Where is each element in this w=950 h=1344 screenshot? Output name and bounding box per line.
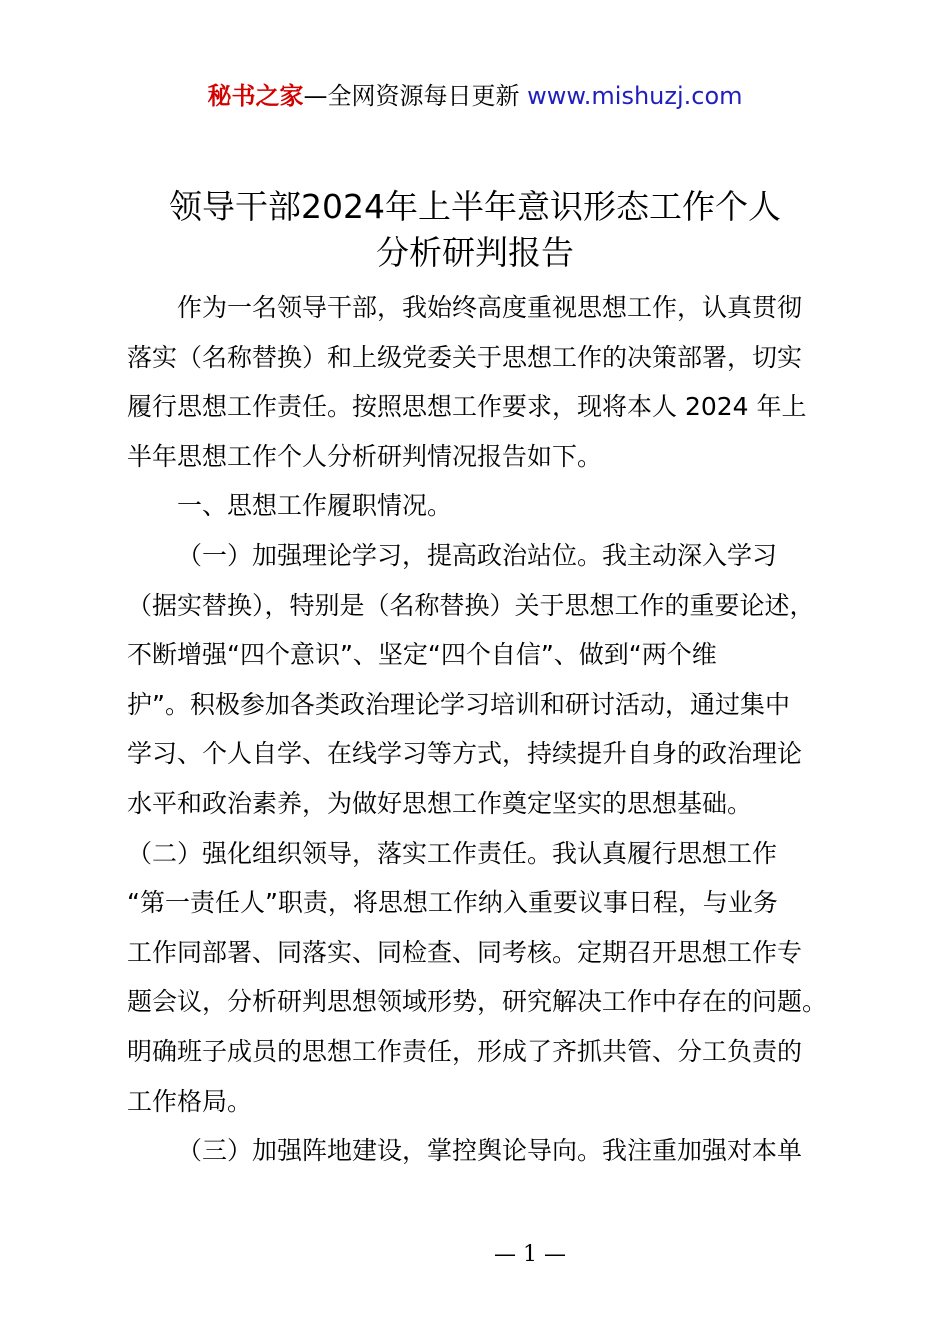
site-header xyxy=(0,80,950,112)
subsection-2-line: “第一责任人”职责，将思想工作纳入重要议事日程，与业务 xyxy=(127,888,778,918)
paragraph-intro-line: 履行思想工作责任。按照思想工作要求，现将本人 2024 年上 xyxy=(127,392,807,422)
subsection-2-line: 明确班子成员的思想工作责任，形成了齐抓共管、分工负责的 xyxy=(127,1036,803,1066)
title-line-2: 分析研判报告 xyxy=(376,233,574,272)
subsection-3-line: （三）加强阵地建设，掌控舆论导向。我注重加强对本单 xyxy=(177,1136,803,1166)
document-title xyxy=(0,184,950,276)
paragraph-intro-line: 落实（名称替换）和上级党委关于思想工作的决策部署，切实 xyxy=(127,342,803,372)
header-slogan: —全网资源每日更新 xyxy=(303,82,520,110)
subsection-1-line: （一）加强理论学习，提高政治站位。我主动深入学习 xyxy=(177,540,778,570)
subsection-2-line: 题会议，分析研判思想领域形势，研究解决工作中存在的问题。 xyxy=(127,987,828,1017)
paragraph-intro-line: 半年思想工作个人分析研判情况报告如下。 xyxy=(127,441,603,471)
subsection-1-line: 护”。积极参加各类政治理论学习培训和研讨活动，通过集中 xyxy=(127,689,790,719)
subsection-1-line: （据实替换），特别是（名称替换）关于思想工作的重要论述， xyxy=(127,590,815,620)
subsection-2-line: 工作格局。 xyxy=(127,1086,253,1116)
site-url-link[interactable]: www.mishuzj.com xyxy=(527,82,743,110)
subsection-1-line: 水平和政治素养，为做好思想工作奠定坚实的思想基础。 xyxy=(127,788,753,818)
subsection-2-line: 工作同部署、同落实、同检查、同考核。定期召开思想工作专 xyxy=(127,937,803,967)
paragraph-intro-line: 作为一名领导干部，我始终高度重视思想工作，认真贯彻 xyxy=(177,293,803,322)
page-number: — 1 — xyxy=(494,1242,566,1267)
section-heading-1: 一、思想工作履职情况。 xyxy=(177,491,453,521)
brand-name: 秘书之家 xyxy=(207,82,304,110)
subsection-1-line: 学习、个人自学、在线学习等方式，持续提升自身的政治理论 xyxy=(127,739,803,769)
subsection-1-line: 不断增强“四个意识”、坚定“四个自信”、做到“两个维 xyxy=(127,640,717,670)
title-line-1: 领导干部2024年上半年意识形态工作个人 xyxy=(169,187,781,226)
document-body xyxy=(127,283,833,1176)
subsection-2-line: （二）强化组织领导，落实工作责任。我认真履行思想工作 xyxy=(127,838,778,868)
